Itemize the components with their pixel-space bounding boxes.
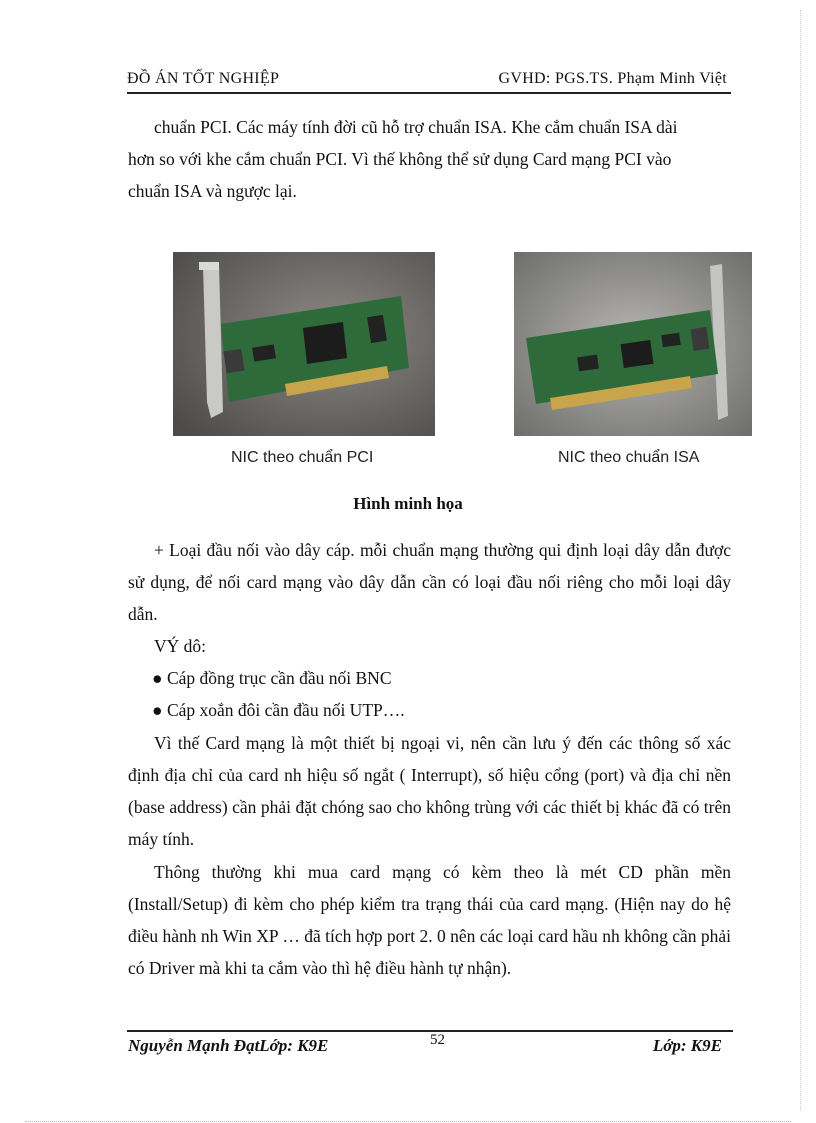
header-title: ĐỒ ÁN TỐT NGHIỆP bbox=[127, 70, 280, 87]
bullet-icon: ● bbox=[152, 700, 167, 720]
peripheral-paragraph: Vì thế Card mạng là một thiết bị ngoại vi, nên cần lưu ý đến các thông số xác định địa chỉ của card nh hiệu số ngắt ( Interrupt), số hiệu cổng (port) và địa chỉ nền (base address) cần phải đặt chóng sao cho không trùng với các thiết bị khác đã có trên máy tính. bbox=[128, 733, 731, 849]
cd-paragraph: Thông thường khi mua card mạng có kèm theo là mét CD phần mền (Install/Setup) đi kèm cho phép kiểm tra trạng thái của card mạng. (Hiện nay do hệ điều hành nh Win XP … đã tích hợp port 2. 0 nên các loại card hầu nh không cần phải có Driver mà khi ta cắm vào thì hệ điều hành tự nhận). bbox=[128, 862, 731, 978]
footer-author: Nguyễn Mạnh ĐạtLớp: K9E bbox=[128, 1036, 329, 1055]
intro-paragraph bbox=[128, 111, 731, 207]
list-item-text: Cáp đồng trục cần đầu nối BNC bbox=[166, 668, 392, 688]
bullet-list bbox=[152, 662, 712, 726]
intro-line: chuẩn ISA và ngược lại. bbox=[128, 181, 297, 201]
isa-caption: NIC theo chuẩn ISA bbox=[558, 449, 700, 466]
intro-line: hơn so với khe cắm chuẩn PCI. Vì thế không thể sử dụng Card mạng PCI vào bbox=[128, 149, 672, 169]
list-item-text: Cáp xoắn đôi cần đầu nối UTP…. bbox=[166, 700, 405, 720]
pci-caption: NIC theo chuẩn PCI bbox=[231, 449, 374, 466]
page-header bbox=[127, 68, 731, 94]
footer-class: Lớp: K9E bbox=[652, 1036, 722, 1055]
bullet-icon: ● bbox=[152, 668, 167, 688]
page-edge-right bbox=[800, 10, 801, 1110]
pci-nic-photo bbox=[173, 252, 435, 436]
figure-title: Hình minh họa bbox=[353, 494, 463, 513]
example-label: VÝ dô: bbox=[154, 636, 207, 656]
list-item bbox=[152, 694, 712, 726]
intro-line: chuẩn PCI. Các máy tính đời cũ hỗ trợ chuẩn ISA. Khe cắm chuẩn ISA dài bbox=[154, 117, 678, 137]
list-item bbox=[152, 662, 712, 694]
connector-paragraph: + Loại đầu nối vào dây cáp. mỗi chuẩn mạng thường qui định loại dây dẫn được sử dụng, để nối card mạng vào dây dẫn cần có loại đầu nối riêng cho mỗi loại dây dẫn. bbox=[128, 540, 731, 624]
isa-nic-photo bbox=[514, 252, 752, 436]
page-number: 52 bbox=[430, 1032, 445, 1048]
page-edge-bottom bbox=[25, 1121, 791, 1122]
header-advisor: GVHD: PGS.TS. Phạm Minh Việt bbox=[498, 70, 727, 87]
